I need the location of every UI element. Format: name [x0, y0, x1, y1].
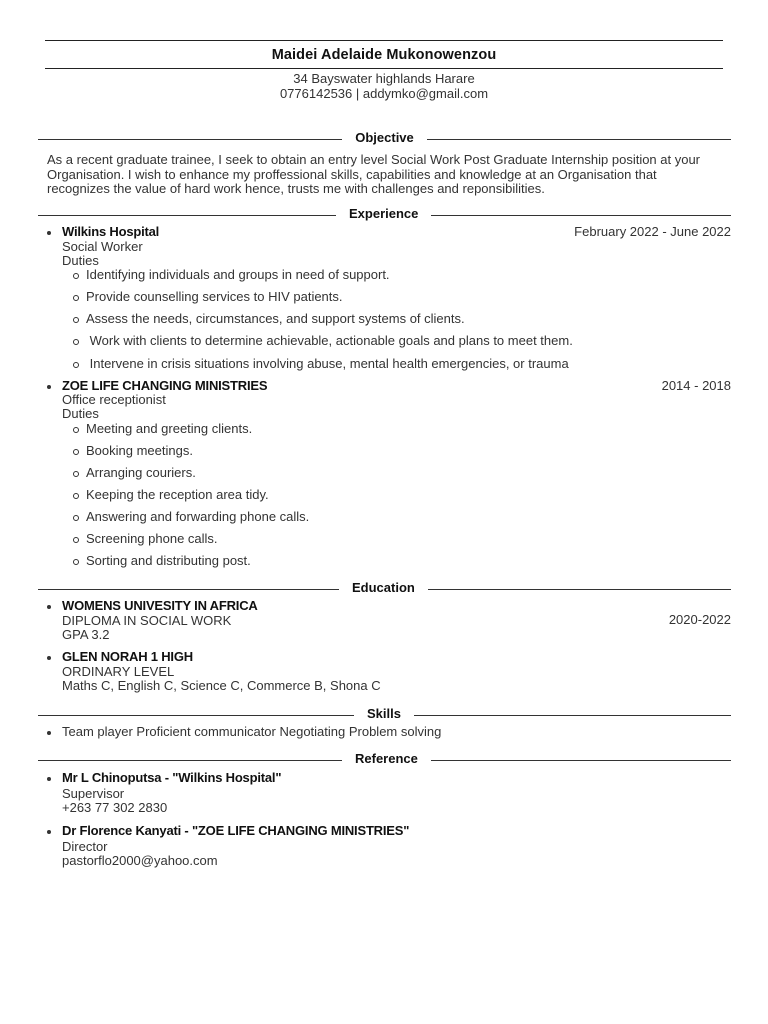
objective-line: As a recent graduate trainee, I seek to obtain an entry level Social Work Post Graduate Internship position at your: [47, 152, 701, 167]
duty-item: Arranging couriers.: [86, 465, 196, 480]
divider: [427, 139, 731, 140]
divider: [38, 139, 342, 140]
duty-item: Sorting and distributing post.: [86, 553, 251, 568]
divider: [431, 760, 731, 761]
duty-item: Provide counselling services to HIV patients.: [86, 289, 343, 304]
duties-label: Duties: [62, 406, 99, 421]
school-name: WOMENS UNIVESITY IN AFRICA: [62, 598, 258, 613]
divider: [38, 760, 342, 761]
objective-line: Organisation. I wish to enhance my proffessional skills, capabilities and knowledge at an Organisation that: [47, 166, 657, 182]
sub-bullet: [73, 317, 79, 323]
bullet: [47, 656, 51, 660]
education-detail: Maths C, English C, Science C, Commerce B, Shona C: [62, 678, 381, 693]
duties-label: Duties: [62, 253, 99, 268]
dates: 2020-2022: [668, 612, 731, 627]
sub-bullet: [73, 515, 79, 521]
divider: [38, 589, 339, 590]
duty-item: Answering and forwarding phone calls.: [86, 509, 310, 524]
sub-bullet: [73, 559, 79, 565]
section-title: Education: [352, 579, 415, 595]
skills-list: Team player Proficient communicator Negotiating Problem solving: [62, 724, 442, 739]
sub-bullet: [73, 471, 79, 477]
duty-item: Meeting and greeting clients.: [86, 421, 253, 436]
section-skills: [38, 705, 731, 721]
education-detail: GPA 3.2: [62, 627, 110, 642]
qualification: DIPLOMA IN SOCIAL WORK: [62, 613, 232, 628]
section-objective: [38, 129, 731, 145]
sub-bullet: [73, 339, 79, 345]
duty-item: Work with clients to determine achievable, actionable goals and plans to meet them.: [86, 333, 573, 348]
sub-bullet: [73, 362, 79, 368]
section-title: Skills: [367, 705, 401, 721]
section-experience: [38, 205, 731, 221]
section-reference: [38, 750, 731, 766]
divider: [431, 215, 731, 216]
dates: February 2022 - June 2022: [574, 224, 731, 239]
bullet: [47, 605, 51, 609]
divider: [38, 215, 336, 216]
duty-item: Keeping the reception area tidy.: [86, 487, 269, 502]
bullet: [47, 385, 51, 389]
candidate-name: Maidei Adelaide Mukonowenzou: [271, 46, 497, 63]
section-title: Reference: [355, 750, 418, 766]
name-band: [45, 40, 723, 69]
bullet: [47, 777, 51, 781]
section-title: Objective: [355, 129, 414, 145]
reference-contact: pastorflo2000@yahoo.com: [62, 853, 218, 868]
section-education: [38, 579, 731, 595]
duty-item: Intervene in crisis situations involving abuse, mental health emergencies, or trauma: [86, 356, 569, 371]
section-title: Experience: [349, 205, 419, 221]
reference-contact: +263 77 302 2830: [62, 800, 168, 815]
divider: [414, 715, 731, 716]
bullet: [47, 231, 51, 235]
org-name: ZOE LIFE CHANGING MINISTRIES: [62, 378, 268, 393]
duty-item: Assess the needs, circumstances, and support systems of clients.: [86, 311, 465, 326]
bullet: [47, 731, 51, 735]
sub-bullet: [73, 273, 79, 279]
school-name: GLEN NORAH 1 HIGH: [62, 649, 193, 664]
sub-bullet: [73, 493, 79, 499]
objective-text: [47, 153, 731, 197]
sub-bullet: [73, 449, 79, 455]
dates: 2014 - 2018: [661, 378, 731, 393]
role: Office receptionist: [62, 392, 166, 407]
sub-bullet: [73, 427, 79, 433]
org-name: Wilkins Hospital: [62, 224, 160, 239]
reference-title: Director: [62, 839, 108, 854]
sub-bullet: [73, 295, 79, 301]
reference-name: Dr Florence Kanyati - "ZOE LIFE CHANGING MINISTRIES": [62, 823, 410, 838]
address: 34 Bayswater highlands Harare: [293, 71, 475, 86]
duty-item: Identifying individuals and groups in need of support.: [86, 267, 390, 282]
divider: [428, 589, 731, 590]
bullet: [47, 830, 51, 834]
role: Social Worker: [62, 239, 143, 254]
reference-title: Supervisor: [62, 786, 125, 801]
sub-bullet: [73, 537, 79, 543]
duty-item: Screening phone calls.: [86, 531, 218, 546]
qualification: ORDINARY LEVEL: [62, 664, 175, 679]
objective-line: recognizes the value of hard work hence, trusts me with challenges and reponsibilities.: [47, 181, 545, 196]
duty-item: Booking meetings.: [86, 443, 193, 458]
divider: [38, 715, 354, 716]
phone-email: 0776142536 | addymko@gmail.com: [279, 86, 489, 101]
reference-name: Mr L Chinoputsa - "Wilkins Hospital": [62, 770, 282, 785]
